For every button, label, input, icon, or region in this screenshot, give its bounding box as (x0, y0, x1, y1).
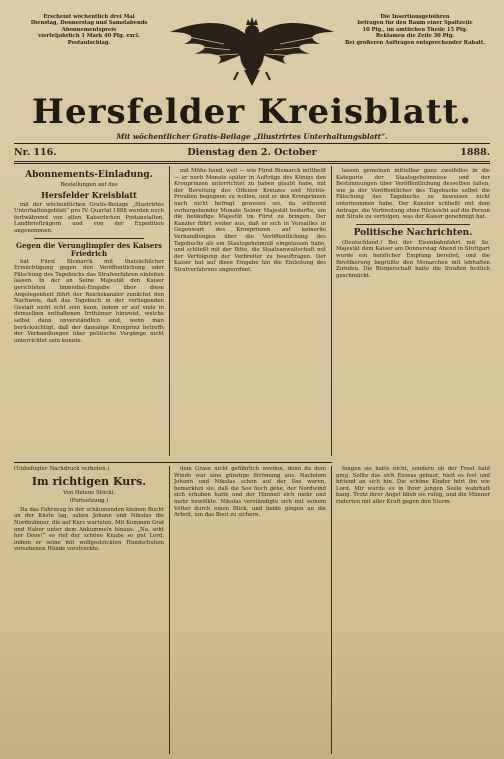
advertising-rates: Die Insertionsgebühren betragen für den Raum einer Spaltzeile 10 Pfg., im amtlichen Theile 15 Pfg. Reklamen die Zeile 30 Pfg. Bei größeren Aufträgen entsprechender Rabatt. (344, 14, 486, 46)
feuilleton-column-2: dem Grase nicht gefährlich werden, denn da dem Winde war eine günstige Strömung aus. Nachdem Johann und Nikolas schon auf der See waren, bemerkten sie, daß die See hoch gehe, der Nordwind sich erhoben hatte und der Himmel sich mehr und mehr bewölkte. Nikolas verständigte sich mit seinem Vetter durch einen Blick, und beide gingen an die Arbeit, um das Boot zu sichern. (174, 466, 326, 519)
article-heading: Gegen die Verunglimpfer des Kaisers Friedrich (16, 240, 162, 258)
feuilleton-column-1: (Unbefugter Nachdruck verboten.) Im richtigen Kurs. Von Helene Stöckl. (Fortsetzung.) Da das Fahrzeug in der schäumenden kleinen Bucht an der Küste lag, sahen Johann und Nikolas die Nordmänner, die auf Kurs warteten. Mit Kommen Graf und Haber unter dem Ankummeln hinaus. „Na, seht her Doos!“ so rief der schöne Knabe so gut Lord, indem er seine mit wollgestrickten Handschuhen versehenen Hände vorstreckte. (14, 466, 164, 553)
eagle-emblem-icon (164, 10, 340, 92)
subscription-heading: Abonnements-Einladung. (25, 170, 153, 180)
political-news-heading: Politische Nachrichten. (353, 227, 473, 238)
divider-bottom (14, 161, 490, 162)
column-1: Abonnements-Einladung. Bestellungen auf das Hersfelder Kreisblatt mit der wöchentlichen Gratis-Beilage „Illustrirtes Unterhaltungsblatt“ pro IV. Quartal 1888 werden noch fortwährend von allen Kaiserlichen Postanstalten, Landbriefträgern und von der Expedition angenommen. Gegen die Verunglimpfer des Kaisers Friedrich hat Fürst Bismarck mit thatsächlicher Ermächtigung gegen den Veröffentlichung oder Fälschung des Tagebuchs das Strafverfahren einleiten lassen. In der an Seine Majestät den Kaiser gerichteten Immediat-Eingabe über diese Angelegenheit führt der Reichskanzler zunächst den Nachweis, daß das Tagebuch in der vorliegenden Gestalt nicht echt sein kann, indem er auf viele in demselben enthaltenen Irrthümer hinweist, welche selbst dann unverständlich sind, wenn man berücksichtigt, daß der damalige Kronprinz betreffs der Verhandlungen über politische Vorgänge nicht unterrichtet sein konnte. (14, 170, 164, 344)
issue-number: Nr. 116. (14, 147, 57, 158)
newspaper-subtitle: Mit wöchentlicher Gratis-Beilage „Illustrirtes Unterhaltungsblatt“. (116, 132, 388, 141)
column-2: mit Mühe hand, weil — wie Fürst Bismarck mittheilt — er noch Monate später in Aufträge des Königs den Kronprinzen unterrichtet zu haben glaubt habe, mit der Bereitung des Offenen Kreuzes und Nichts-Preußen begegnen zu wollen, und er den Kronprinzen nach nicht befragt gewesen sei, da während vorhergehender Monate Seiner Majestät bedurfte, um die beiläufige Majestät im Fürst zu bringen. Der Kanzler führt weiter aus, daß er sich in Versailles in Gegenwart des Kronprinzen auf keinerlei Verhandlungen über die Veröffentlichung des Tagebuchs als ein Staatsgeheimniß eingelassen habe, und schließt mit der Bitte, die Staatsanwaltschaft mit der Verfolgung der Verbreiter zu beauftragen. Der Kaiser hat auf diese Eingabe hin die Einleitung des Strafverfahrens angeordnet. (174, 168, 326, 273)
subscription-info: Erscheint wöchentlich drei Mal Dienstag, Donnerstag und Samstabends Abonnementspreis vierteljährlich 1 Mark 40 Pfg. excl. Postaufschlag. (30, 14, 148, 46)
feuilleton-column-3: fangen sie hatte nicht, sondern ob der Frost bald ging. Sollte das sich Eiswas gebaut, hielt es fest und bittend an sich hin. Die schöne Kinder hört ihn wie Lord. Mir wurde es in ihrer jungen Seele wahrhaft bang. Trotz ihrer Angst blieb sie ruhig, und die Männer ruderten mit aller Kraft gegen den Sturm. (336, 466, 490, 505)
issue-date: Dienstag den 2. October (187, 147, 317, 158)
divider-top (14, 143, 490, 144)
story-title: Im richtigen Kurs. (31, 474, 147, 488)
issue-bar (14, 146, 490, 160)
column-3: lassen gemeinen mittelbar ganz zweifellos in die Kategorie der Staatsgeheimnisse und der Bestimmungen über Veröffentlichung desselben fallen, wie ja der Veröffentlicher des Tagebuchs selbst die Fälschung des Tagebuchs zu beweisen nicht unternommen habe. Der Kanzler schließt mit dem Antrage, die Verbreitung ohne Rücksicht auf die Person mit Strafe zu verfolgen, was der Kaiser genehmigt hat. Politische Nachrichten. (Deutschland.) Bei der Eisenbahnfahrt mit Se. Majestät dem Kaiser am Donnerstag Abend in Stuttgart wurde ein herzlicher Empfang bereitet, und die Bevölkerung begrüßte den Monarchen mit lebhaften Zurufen. Die Bürgerschaft hatte die Straßen festlich geschmückt. (336, 168, 490, 279)
issue-year: 1888. (460, 147, 490, 158)
newspaper-title: Hersfelder Kreisblatt. (31, 92, 473, 132)
masthead (14, 10, 490, 140)
